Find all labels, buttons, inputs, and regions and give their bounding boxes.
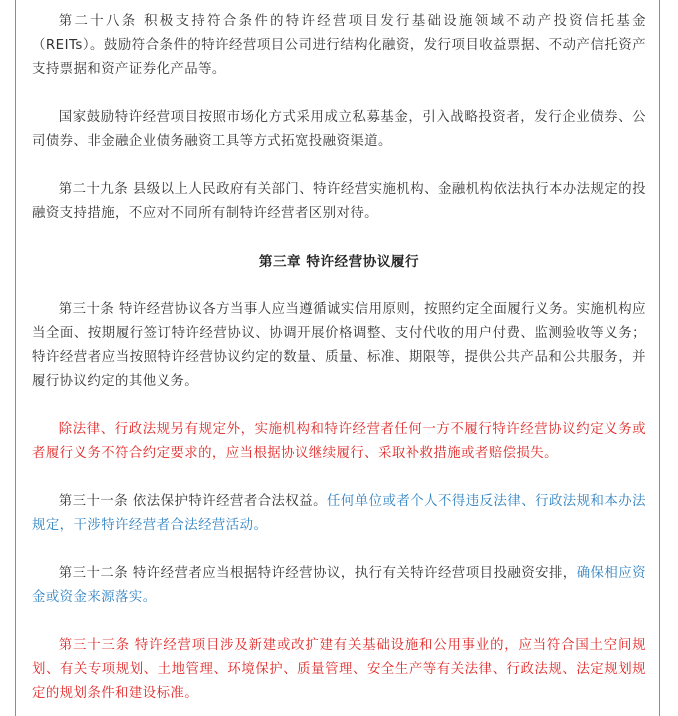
article-31-highlight: 任何单位或者个人不得违反法律、行政法规和本办法规定，干涉特许经营者合法经营活动。: [32, 494, 646, 533]
article-32-paragraph: [32, 562, 646, 610]
article-31-text: 第三十一条 依法保护特许经营者合法权益。: [58, 494, 328, 509]
article-33-paragraph: 第三十三条 特许经营项目涉及新建或改扩建有关基础设施和公用事业的，应当符合国土空间规划、有关专项规划、土地管理、环境保护、质量管理、安全生产等有关法律、行政法规、法定规划规定的规划条件和建设标准。: [32, 638, 646, 701]
article-29-paragraph: 第二十九条 县级以上人民政府有关部门、特许经营实施机构、金融机构依法执行本办法规定的投融资支持措施，不应对不同所有制特许经营者区别对待。: [32, 182, 646, 221]
article-28-paragraph-2: 国家鼓励特许经营项目按照市场化方式采用成立私募基金，引入战略投资者，发行企业债券、公司债券、非金融企业债务融资工具等方式拓宽投融资渠道。: [32, 110, 646, 149]
article-31-paragraph: [32, 490, 646, 538]
article-30-paragraph-2: 除法律、行政法规另有规定外，实施机构和特许经营者任何一方不履行特许经营协议约定义务或者履行义务不符合约定要求的，应当根据协议继续履行、采取补救措施或者赔偿损失。: [32, 422, 646, 461]
article-32-text: 第三十二条 特许经营者应当根据特许经营协议，执行有关特许经营项目投融资安排，: [58, 566, 577, 581]
article-28-paragraph-1: 第二十八条 积极支持符合条件的特许经营项目发行基础设施领域不动产投资信托基金（REITs）。鼓励符合条件的特许经营项目公司进行结构化融资，发行项目收益票据、不动产信托资产支持票据和资产证券化产品等。: [32, 14, 646, 77]
article-32-highlight: 确保相应资金或资金来源落实。: [32, 566, 647, 605]
article-30-paragraph-1: 第三十条 特许经营协议各方当事人应当遵循诚实信用原则，按照约定全面履行义务。实施机构应当全面、按期履行签订特许经营协议、协调开展价格调整、支付代收的用户付费、监测验收等义务；特许经营者应当按照特许经营协议约定的数量、质量、标准、期限等，提供公共产品和公共服务，并履行协议约定的其他义务。: [32, 302, 646, 389]
chapter-3-heading: 第三章 特许经营协议履行: [258, 254, 420, 270]
article-body: [32, 10, 646, 706]
